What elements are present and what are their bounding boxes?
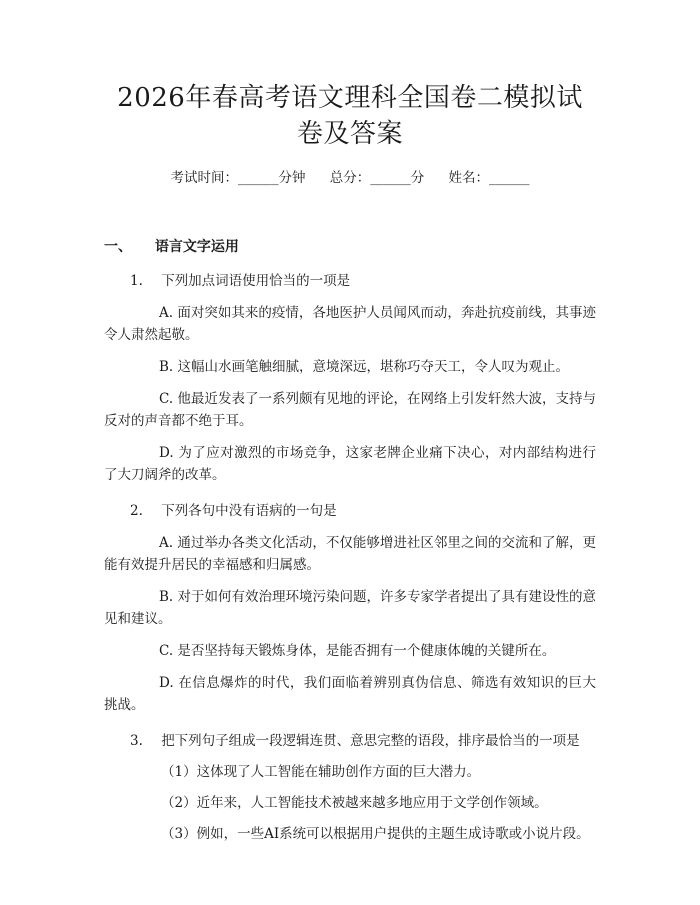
question-3-sentence-1: （1）这体现了人工智能在辅助创作方面的巨大潜力。 — [161, 764, 481, 780]
exam-info-line — [104, 166, 596, 186]
section-heading — [104, 236, 596, 256]
question-2-option-c: C. 是否坚持每天锻炼身体，是能否拥有一个健康体魄的关键所在。 — [159, 643, 556, 659]
question-3 — [104, 730, 596, 752]
question-1-option-a: A. 面对突如其来的疫情，各地医护人员闻风而动，奔赴抗疫前线，其事迹令人肃然起敬。 — [104, 305, 596, 343]
question-number: 2. — [130, 503, 143, 519]
question-2 — [104, 500, 596, 522]
question-3-sentence-2: （2）近年来，人工智能技术被越来越多地应用于文学创作领域。 — [161, 795, 548, 811]
question-3-sentence-3: （3）例如，一些AI系统可以根据用户提供的主题生成诗歌或小说片段。 — [161, 826, 590, 842]
section-title: 语言文字运用 — [154, 239, 239, 255]
question-1-option-c: C. 他最近发表了一系列颇有见地的评论，在网络上引发轩然大波，支持与反对的声音都不绝于耳。 — [104, 391, 596, 429]
question-2-option-a: A. 通过举办各类文化活动，不仅能够增进社区邻里之间的交流和了解，更能有效提升居民的幸福感和归属感。 — [104, 535, 596, 573]
exam-time-field: 考试时间：______分钟 — [170, 170, 306, 186]
question-2-option-b: B. 对于如何有效治理环境污染问题，许多专家学者提出了具有建设性的意见和建议。 — [104, 589, 597, 627]
question-text: 下列各句中没有语病的一句是 — [161, 503, 337, 519]
exam-name-field: 姓名：______ — [448, 170, 530, 186]
section-number: 一、 — [104, 239, 132, 255]
question-text: 下列加点词语使用恰当的一项是 — [161, 273, 351, 289]
question-number: 3. — [130, 733, 143, 749]
question-text: 把下列句子组成一段逻辑连贯、意思完整的语段，排序最恰当的一项是 — [161, 733, 580, 749]
question-2-option-d: D. 在信息爆炸的时代，我们面临着辨别真伪信息、筛选有效知识的巨大挑战。 — [104, 675, 596, 713]
question-number: 1. — [130, 273, 143, 289]
document-title: 2026年春高考语文理科全国卷二模拟试卷及答案 — [117, 83, 583, 149]
question-1-option-d: D. 为了应对激烈的市场竞争，这家老牌企业痛下决心，对内部结构进行了大刀阔斧的改革。 — [104, 445, 596, 483]
question-1-option-b: B. 这幅山水画笔触细腻，意境深远，堪称巧夺天工，令人叹为观止。 — [159, 359, 570, 375]
question-1 — [104, 270, 596, 292]
exam-score-field: 总分：______分 — [329, 170, 425, 186]
